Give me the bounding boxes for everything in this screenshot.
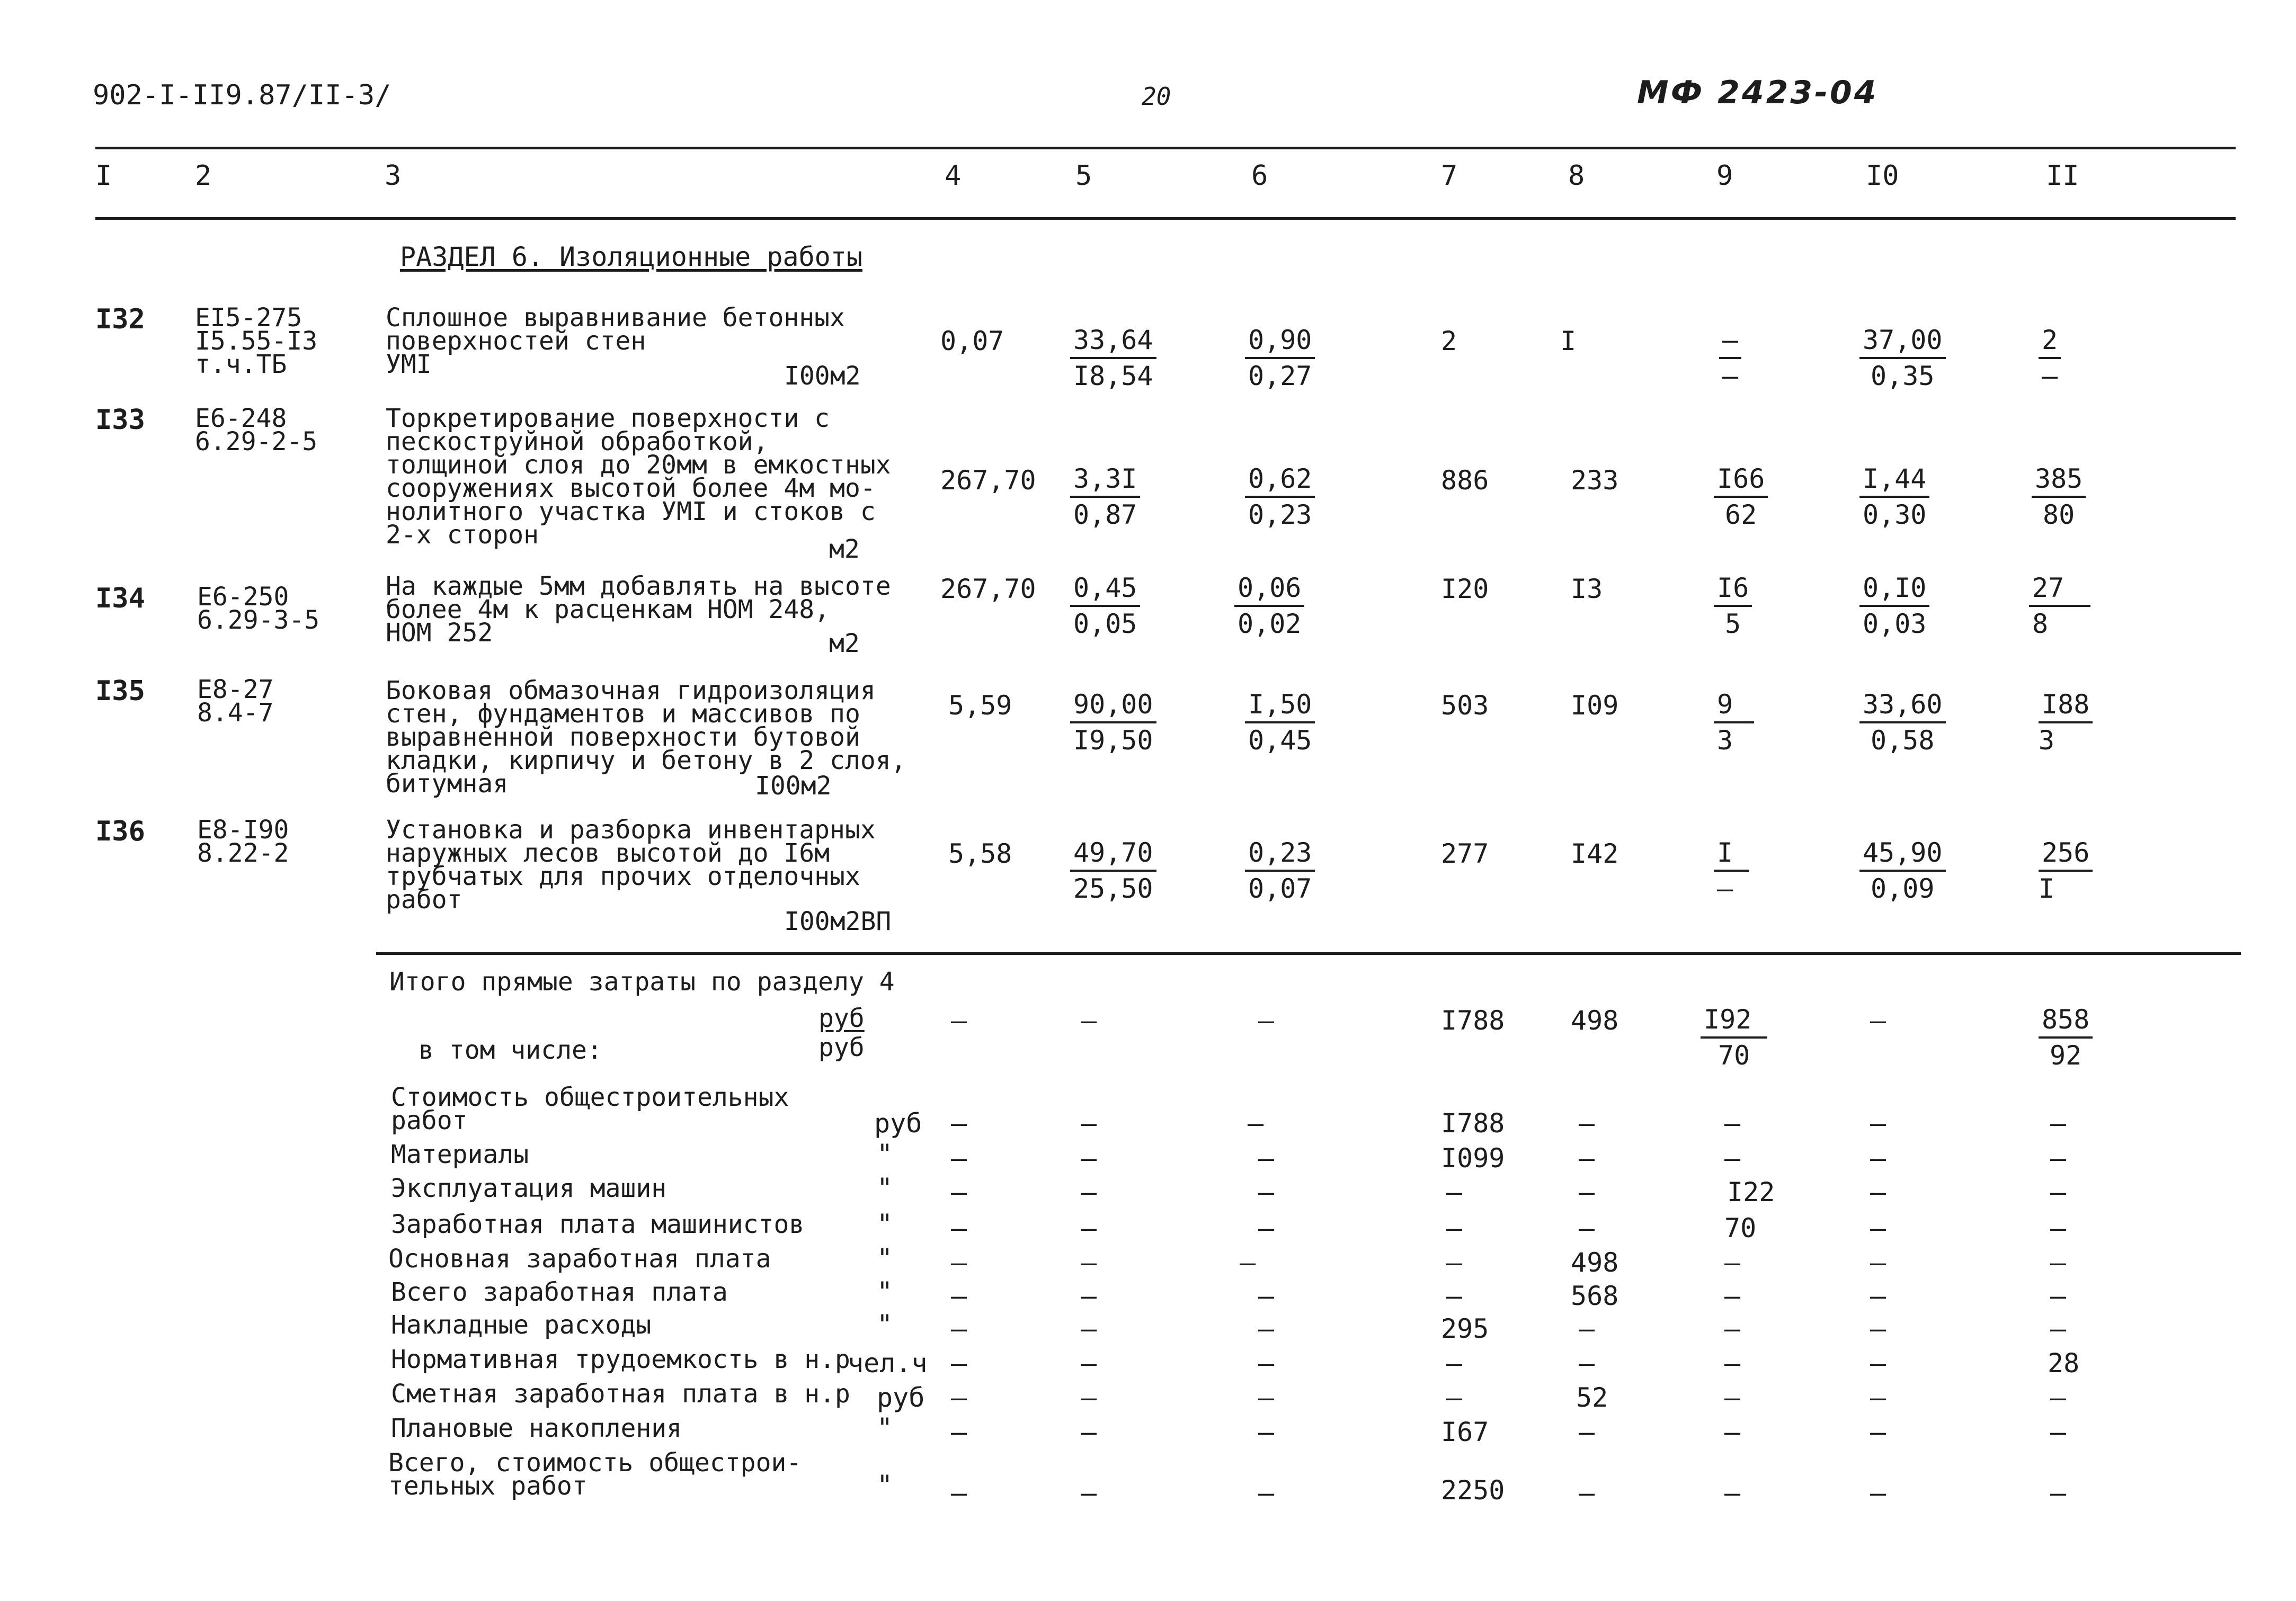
- breakdown-col4: –: [951, 1382, 967, 1413]
- breakdown-col7: I67: [1441, 1417, 1489, 1447]
- breakdown-unit: ": [877, 1173, 893, 1203]
- description-line: На каждые 5мм добавлять на высоте: [386, 571, 891, 601]
- breakdown-label: [391, 1210, 805, 1239]
- fraction-top: I,50: [1245, 687, 1315, 723]
- breakdown-label: [391, 1414, 682, 1443]
- rate-code-line: E8-I90: [197, 815, 289, 845]
- labor-per-unit: [1859, 571, 1929, 641]
- breakdown-col11: –: [2050, 1177, 2067, 1208]
- breakdown-label-line: Всего, стоимость общестрои-: [388, 1448, 802, 1478]
- breakdown-label: [391, 1277, 728, 1307]
- fraction-top: 0,06: [1234, 571, 1304, 607]
- breakdown-col9: –: [1724, 1417, 1741, 1447]
- breakdown-label: [391, 1379, 850, 1409]
- breakdown-unit: ": [877, 1309, 893, 1340]
- unit-cost-total-wage: [1070, 687, 1156, 757]
- unit-cost-total-wage: [1070, 323, 1156, 393]
- breakdown-col7: –: [1446, 1213, 1463, 1244]
- row-number: I36: [95, 816, 145, 847]
- fraction-bottom: 0,05: [1073, 609, 1137, 639]
- totals-col9: [1701, 1003, 1767, 1072]
- breakdown-col8: 568: [1571, 1281, 1619, 1311]
- quantity: 0,07: [940, 326, 1004, 356]
- column-number: 7: [1441, 160, 1458, 192]
- description-line: Боковая обмазочная гидроизоляция: [386, 676, 876, 705]
- breakdown-col9: –: [1724, 1382, 1741, 1413]
- quantity: 267,70: [940, 465, 1036, 496]
- totals-col11: [2039, 1003, 2093, 1072]
- totals-col10: –: [1870, 1005, 1886, 1036]
- breakdown-col6: –: [1240, 1247, 1256, 1278]
- fraction-top: 0,23: [1245, 836, 1315, 872]
- breakdown-col4: –: [951, 1108, 967, 1139]
- fraction-top: 33,64: [1070, 323, 1156, 359]
- total-cost: 886: [1441, 465, 1489, 496]
- breakdown-col5: –: [1081, 1213, 1097, 1244]
- breakdown-col5: –: [1081, 1417, 1097, 1447]
- rate-code-line: 8.4-7: [197, 698, 274, 728]
- breakdown-col10: –: [1870, 1213, 1886, 1244]
- breakdown-unit: ": [877, 1243, 893, 1274]
- breakdown-col5: –: [1081, 1382, 1097, 1413]
- rate-code-line: E6-248: [195, 404, 287, 433]
- fraction-top: 45,90: [1859, 836, 1946, 872]
- breakdown-col11: –: [2050, 1143, 2067, 1174]
- fraction-bottom: 5: [1725, 609, 1741, 639]
- breakdown-label-line: Эксплуатация машин: [391, 1174, 667, 1203]
- breakdown-col6: –: [1258, 1348, 1275, 1379]
- breakdown-label-line: Нормативная трудоемкость в н.р: [391, 1345, 850, 1374]
- fraction-bottom: 3: [2039, 725, 2055, 756]
- labor-per-unit: [1859, 323, 1946, 393]
- rate-code-line: E8-27: [197, 675, 274, 704]
- fraction-bottom: 0,87: [1073, 499, 1137, 530]
- rate-code: [197, 675, 274, 728]
- quantity: 5,58: [948, 838, 1012, 869]
- fraction-bottom: I9,50: [1073, 725, 1153, 756]
- breakdown-col10: –: [1870, 1478, 1886, 1508]
- wage-cost: 233: [1571, 465, 1619, 496]
- breakdown-col10: –: [1870, 1108, 1886, 1139]
- breakdown-col10: –: [1870, 1247, 1886, 1278]
- breakdown-col6: –: [1258, 1417, 1275, 1447]
- including-unit: руб: [818, 1033, 865, 1062]
- totals-col4: –: [951, 1005, 967, 1036]
- labor-total: [2039, 687, 2093, 757]
- column-number: 3: [385, 160, 402, 192]
- breakdown-label-line: Всего заработная плата: [391, 1277, 728, 1307]
- breakdown-label: [388, 1244, 771, 1274]
- breakdown-unit: ": [877, 1276, 893, 1307]
- row-number: I34: [95, 583, 145, 614]
- breakdown-col4: –: [951, 1313, 967, 1344]
- column-number: II: [2046, 160, 2079, 192]
- breakdown-label-line: Стоимость общестроительных: [391, 1083, 789, 1112]
- rate-code-line: E6-250: [197, 582, 289, 612]
- fraction-top: 49,70: [1070, 836, 1156, 872]
- breakdown-col8: –: [1579, 1417, 1595, 1447]
- fraction-bottom: –: [1722, 361, 1739, 391]
- breakdown-col5: –: [1081, 1108, 1097, 1139]
- fraction-top: 9: [1714, 687, 1754, 723]
- description-line: УМI: [386, 350, 432, 379]
- description-line: более 4м к расценкам НОМ 248,: [386, 595, 830, 624]
- column-number: 4: [945, 160, 962, 192]
- breakdown-unit: ": [877, 1139, 893, 1169]
- breakdown-label-line: Плановые накопления: [391, 1414, 682, 1443]
- breakdown-col8: –: [1579, 1108, 1595, 1139]
- breakdown-unit: ": [877, 1412, 893, 1443]
- unit-cost-machines: [1245, 323, 1315, 393]
- fraction-bottom: 0,02: [1238, 609, 1302, 639]
- breakdown-col10: –: [1870, 1313, 1886, 1344]
- rate-code: [195, 404, 318, 457]
- breakdown-col6: –: [1258, 1478, 1275, 1508]
- breakdown-col7: –: [1446, 1247, 1463, 1278]
- breakdown-col4: –: [951, 1143, 967, 1174]
- breakdown-col8: –: [1579, 1143, 1595, 1174]
- breakdown-col5: –: [1081, 1348, 1097, 1379]
- breakdown-unit: руб: [874, 1108, 922, 1139]
- column-number: 8: [1568, 160, 1585, 192]
- breakdown-col7: –: [1446, 1348, 1463, 1379]
- fraction-top: 27: [2029, 571, 2090, 607]
- rate-code-line: 8.22-2: [197, 838, 289, 868]
- breakdown-label-line: Материалы: [391, 1140, 529, 1169]
- table-top-rule: [95, 147, 2236, 149]
- labor-total: [2039, 836, 2093, 906]
- breakdown-col11: –: [2050, 1382, 2067, 1413]
- labor-total: [2032, 462, 2086, 532]
- fraction-bottom: 0,58: [1871, 725, 1935, 756]
- total-cost: 277: [1441, 838, 1489, 869]
- breakdown-col9: –: [1724, 1108, 1741, 1139]
- breakdown-col5: –: [1081, 1281, 1097, 1311]
- wage-cost: I09: [1571, 690, 1619, 721]
- description-line: наружных лесов высотой до I6м: [386, 838, 830, 868]
- breakdown-col10: –: [1870, 1382, 1886, 1413]
- breakdown-col7: 295: [1441, 1313, 1489, 1344]
- unit-of-measure: м2: [829, 629, 860, 658]
- unit-cost-total-wage: [1070, 462, 1140, 532]
- fraction-bottom: –: [2042, 361, 2058, 391]
- breakdown-label-line: Основная заработная плата: [388, 1244, 771, 1274]
- column-number: 2: [195, 160, 212, 192]
- description-line: Торкретирование поверхности с: [386, 404, 830, 433]
- breakdown-col7: I099: [1441, 1143, 1505, 1174]
- breakdown-col9: –: [1724, 1478, 1741, 1508]
- breakdown-col11: –: [2050, 1213, 2067, 1244]
- fraction-top: 0,90: [1245, 323, 1315, 359]
- section-title: РАЗДЕЛ 6. Изоляционные работы: [400, 242, 862, 272]
- breakdown-col9: –: [1724, 1281, 1741, 1311]
- machine-cost: [1714, 571, 1752, 641]
- breakdown-col10: –: [1870, 1143, 1886, 1174]
- fraction-bottom: 0,27: [1248, 361, 1312, 391]
- description-line: кладки, кирпичу и бетону в 2 слоя,: [386, 746, 906, 775]
- unit-cost-machines: [1245, 836, 1315, 906]
- labor-per-unit: [1859, 687, 1946, 757]
- column-number: I0: [1866, 160, 1899, 192]
- fraction-top: I92: [1701, 1003, 1767, 1039]
- breakdown-col11: –: [2050, 1247, 2067, 1278]
- fraction-bottom: 0,03: [1863, 609, 1927, 639]
- unit-of-measure: I00м2: [784, 361, 861, 391]
- description-line: поверхностей стен: [386, 326, 646, 356]
- fraction-top: 90,00: [1070, 687, 1156, 723]
- breakdown-col4: –: [951, 1247, 967, 1278]
- description-line: Сплошное выравнивание бетонных: [386, 303, 845, 333]
- breakdown-col9: –: [1724, 1348, 1741, 1379]
- breakdown-col4: –: [951, 1478, 967, 1508]
- work-description: [386, 571, 891, 648]
- total-cost: 503: [1441, 690, 1489, 721]
- breakdown-col7: –: [1446, 1281, 1463, 1311]
- breakdown-label: [391, 1310, 652, 1340]
- wage-cost: I: [1560, 326, 1577, 356]
- totals-title: Итого прямые затраты по разделу 4: [389, 967, 895, 997]
- total-cost: I20: [1441, 574, 1489, 604]
- breakdown-label-line: работ: [391, 1106, 468, 1135]
- breakdown-col4: –: [951, 1348, 967, 1379]
- unit-cost-total-wage: [1070, 836, 1156, 906]
- wage-cost: I42: [1571, 838, 1619, 869]
- description-line: выравненной поверхности бутовой: [386, 722, 860, 752]
- breakdown-col5: –: [1081, 1478, 1097, 1508]
- breakdown-col11: –: [2050, 1478, 2067, 1508]
- breakdown-label-line: тельных работ: [388, 1471, 588, 1501]
- unit-cost-total-wage: [1070, 571, 1140, 641]
- fraction-top: I,44: [1859, 462, 1929, 498]
- description-line: битумная: [386, 769, 509, 799]
- fraction-bottom: 70: [1718, 1040, 1750, 1071]
- description-line: пескоструйной обработкой,: [386, 427, 769, 457]
- breakdown-col8: –: [1579, 1348, 1595, 1379]
- fraction-top: I6: [1714, 571, 1752, 607]
- breakdown-col10: –: [1870, 1177, 1886, 1208]
- unit-of-measure: м2: [829, 534, 860, 564]
- unit-cost-machines: [1245, 687, 1315, 757]
- description-line: Установка и разборка инвентарных: [386, 815, 876, 845]
- breakdown-col6: –: [1258, 1313, 1275, 1344]
- breakdown-col4: –: [951, 1177, 967, 1208]
- breakdown-label: [391, 1174, 667, 1203]
- rate-code-line: 6.29-2-5: [195, 427, 318, 457]
- fraction-top: 37,00: [1859, 323, 1946, 359]
- breakdown-label-line: Сметная заработная плата в н.р: [391, 1379, 850, 1409]
- breakdown-col7: –: [1446, 1382, 1463, 1413]
- rate-code-line: EI5-275: [195, 303, 302, 333]
- column-number: 9: [1716, 160, 1733, 192]
- breakdown-col4: –: [951, 1417, 967, 1447]
- breakdown-col7: 2250: [1441, 1475, 1505, 1506]
- breakdown-col11: –: [2050, 1313, 2067, 1344]
- breakdown-label-line: Накладные расходы: [391, 1310, 652, 1340]
- breakdown-col9: 70: [1724, 1213, 1757, 1244]
- breakdown-col9: –: [1724, 1247, 1741, 1278]
- breakdown-col8: –: [1579, 1313, 1595, 1344]
- fraction-top: I66: [1714, 462, 1768, 498]
- description-line: 2-х сторон: [386, 520, 539, 550]
- labor-per-unit: [1859, 462, 1929, 532]
- description-line: сооружениях высотой более 4м мо-: [386, 473, 876, 503]
- fraction-bottom: 0,45: [1248, 725, 1312, 756]
- fraction-top: 2: [2039, 323, 2061, 359]
- breakdown-unit: ": [877, 1470, 893, 1500]
- machine-cost: [1714, 687, 1754, 757]
- fraction-bottom: 0,35: [1871, 361, 1935, 391]
- total-cost: 2: [1441, 326, 1457, 356]
- breakdown-col8: –: [1579, 1213, 1595, 1244]
- breakdown-label: [391, 1140, 529, 1169]
- machine-cost: [1714, 462, 1768, 532]
- rate-code-line: т.ч.ТБ: [195, 350, 287, 379]
- labor-total: [2039, 323, 2061, 393]
- totals-col5: –: [1081, 1005, 1097, 1036]
- unit-of-measure: I00м2ВП: [784, 907, 892, 936]
- unit-of-measure: I00м2: [755, 771, 832, 801]
- breakdown-col5: –: [1081, 1313, 1097, 1344]
- row-number: I32: [95, 303, 145, 335]
- breakdown-col5: –: [1081, 1177, 1097, 1208]
- fraction-top: 0,62: [1245, 462, 1315, 498]
- breakdown-col11: –: [2050, 1417, 2067, 1447]
- breakdown-col9: –: [1724, 1143, 1741, 1174]
- fraction-bottom: 0,30: [1863, 499, 1927, 530]
- fraction-top: 858: [2039, 1003, 2093, 1039]
- description-line: работ: [386, 885, 462, 915]
- breakdown-col8: –: [1579, 1478, 1595, 1508]
- fraction-top: 256: [2039, 836, 2093, 872]
- breakdown-col6: –: [1258, 1382, 1275, 1413]
- breakdown-label: [388, 1448, 802, 1501]
- breakdown-col8: –: [1579, 1177, 1595, 1208]
- work-description: [386, 303, 845, 379]
- breakdown-col4: –: [951, 1281, 967, 1311]
- unit-cost-machines: [1234, 571, 1304, 641]
- column-number: I: [95, 160, 112, 192]
- breakdown-col6: –: [1258, 1281, 1275, 1311]
- row-number: I35: [95, 675, 145, 707]
- breakdown-col10: –: [1870, 1348, 1886, 1379]
- breakdown-col9: I22: [1727, 1177, 1775, 1208]
- rate-code-line: 6.29-3-5: [197, 605, 320, 635]
- breakdown-label: [391, 1345, 850, 1374]
- machine-cost: [1719, 323, 1741, 393]
- breakdown-label: [391, 1083, 789, 1135]
- rate-code: [197, 815, 289, 868]
- description-line: толщиной слоя до 20мм в емкостных: [386, 450, 891, 480]
- rate-code: [197, 582, 320, 635]
- fraction-bottom: I8,54: [1073, 361, 1153, 391]
- breakdown-col10: –: [1870, 1281, 1886, 1311]
- column-number: 6: [1251, 160, 1268, 192]
- breakdown-col9: –: [1724, 1313, 1741, 1344]
- fraction-bottom: 80: [2043, 499, 2075, 530]
- fraction-top: I88: [2039, 687, 2093, 723]
- rate-code-line: I5.55-I3: [195, 326, 318, 356]
- breakdown-unit: ": [877, 1209, 893, 1239]
- quantity: 267,70: [940, 574, 1036, 604]
- description-line: стен, фундаментов и массивов по: [386, 699, 860, 729]
- totals-unit: руб: [818, 1004, 865, 1033]
- breakdown-col6: –: [1258, 1143, 1275, 1174]
- fraction-bottom: 3: [1717, 725, 1733, 756]
- fraction-top: 33,60: [1859, 687, 1946, 723]
- work-description: [386, 815, 876, 915]
- fraction-bottom: 0,09: [1871, 873, 1935, 904]
- fraction-top: 0,45: [1070, 571, 1140, 607]
- rate-code: [195, 303, 318, 379]
- totals-col7: I788: [1441, 1005, 1505, 1036]
- fraction-bottom: –: [1717, 873, 1733, 904]
- fraction-bottom: 62: [1725, 499, 1757, 530]
- quantity: 5,59: [948, 690, 1012, 721]
- wage-cost: I3: [1571, 574, 1603, 604]
- archive-stamp: МФ 2423-04: [1637, 74, 1879, 111]
- fraction-bottom: 0,07: [1248, 873, 1312, 904]
- including-label: в том числе:: [419, 1035, 602, 1065]
- machine-cost: [1714, 836, 1749, 906]
- breakdown-col8: 498: [1571, 1247, 1619, 1278]
- fraction-top: 3,3I: [1070, 462, 1140, 498]
- fraction-top: 385: [2032, 462, 2086, 498]
- column-header-rule: [95, 217, 2236, 220]
- breakdown-col6: –: [1258, 1213, 1275, 1244]
- breakdown-col8: 52: [1576, 1382, 1608, 1413]
- breakdown-col10: –: [1870, 1417, 1886, 1447]
- totals-col6: –: [1258, 1005, 1275, 1036]
- totals-col8: 498: [1571, 1005, 1619, 1036]
- breakdown-col6: –: [1258, 1177, 1275, 1208]
- page-number: 20: [1142, 82, 1171, 111]
- description-line: нолитного участка УМI и стоков с: [386, 497, 876, 526]
- breakdown-col5: –: [1081, 1247, 1097, 1278]
- description-line: НОМ 252: [386, 618, 493, 648]
- fraction-bottom: 25,50: [1073, 873, 1153, 904]
- breakdown-col6: –: [1248, 1108, 1264, 1139]
- breakdown-unit: руб: [877, 1382, 925, 1413]
- fraction-bottom: 0,23: [1248, 499, 1312, 530]
- breakdown-unit: чел.ч: [848, 1348, 928, 1379]
- description-line: трубчатых для прочих отделочных: [386, 862, 860, 891]
- breakdown-col4: –: [951, 1213, 967, 1244]
- fraction-top: –: [1719, 323, 1741, 359]
- fraction-top: 0,I0: [1859, 571, 1929, 607]
- breakdown-col7: –: [1446, 1177, 1463, 1208]
- breakdown-col5: –: [1081, 1143, 1097, 1174]
- fraction-top: I: [1714, 836, 1749, 872]
- breakdown-col11: –: [2050, 1108, 2067, 1139]
- totals-rule: [376, 952, 2241, 955]
- breakdown-label-line: Заработная плата машинистов: [391, 1210, 805, 1239]
- labor-total: [2029, 571, 2090, 641]
- fraction-bottom: 8: [2032, 609, 2049, 639]
- fraction-bottom: I: [2039, 873, 2055, 904]
- fraction-bottom: 92: [2050, 1040, 2082, 1071]
- column-number: 5: [1075, 160, 1092, 192]
- breakdown-col11: –: [2050, 1281, 2067, 1311]
- document-code: 902-I-II9.87/II-3/: [93, 79, 391, 111]
- breakdown-col7: I788: [1441, 1108, 1505, 1139]
- breakdown-col11: 28: [2048, 1348, 2080, 1379]
- row-number: I33: [95, 404, 145, 436]
- unit-cost-machines: [1245, 462, 1315, 532]
- labor-per-unit: [1859, 836, 1946, 906]
